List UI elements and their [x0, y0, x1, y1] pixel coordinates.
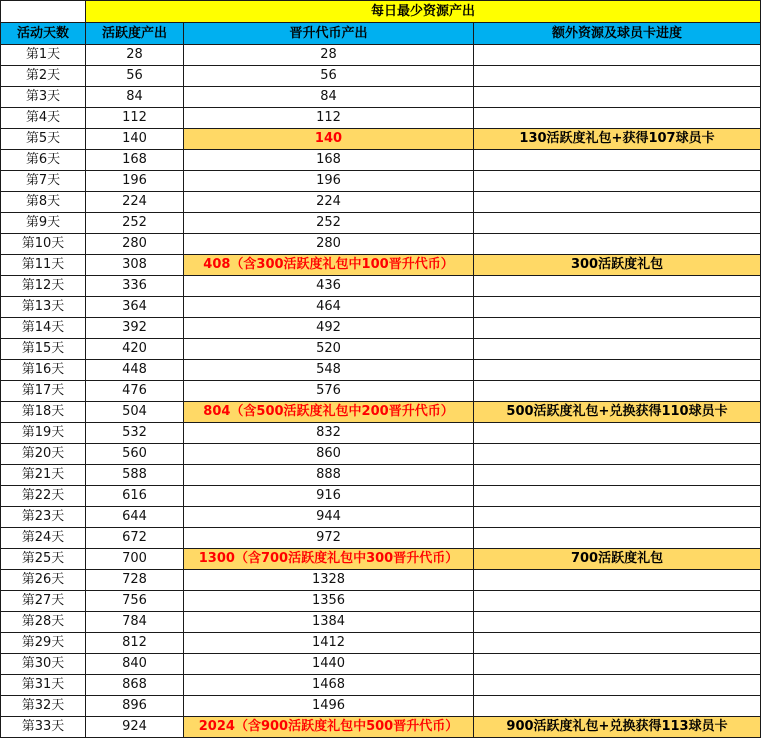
table-row	[1, 402, 761, 423]
activity-cell: 336	[86, 276, 184, 297]
extra-cell	[474, 45, 761, 66]
table-row	[1, 423, 761, 444]
day-cell: 第32天	[1, 696, 86, 717]
activity-cell: 280	[86, 234, 184, 255]
day-cell: 第30天	[1, 654, 86, 675]
extra-cell	[474, 591, 761, 612]
extra-cell	[474, 570, 761, 591]
day-cell: 第29天	[1, 633, 86, 654]
table-title: 每日最少资源产出	[86, 1, 761, 23]
day-cell: 第10天	[1, 234, 86, 255]
activity-cell: 728	[86, 570, 184, 591]
header-extra: 额外资源及球员卡进度	[474, 23, 761, 45]
extra-cell	[474, 171, 761, 192]
extra-cell	[474, 444, 761, 465]
activity-cell: 532	[86, 423, 184, 444]
token-cell: 944	[184, 507, 474, 528]
activity-cell: 28	[86, 45, 184, 66]
table-row	[1, 633, 761, 654]
day-cell: 第11天	[1, 255, 86, 276]
day-cell: 第7天	[1, 171, 86, 192]
table-row	[1, 171, 761, 192]
activity-cell: 784	[86, 612, 184, 633]
token-cell: 2024（含900活跃度礼包中500晋升代币）	[184, 717, 474, 738]
day-cell: 第14天	[1, 318, 86, 339]
table-row	[1, 507, 761, 528]
token-cell: 1468	[184, 675, 474, 696]
activity-cell: 140	[86, 129, 184, 150]
table-row	[1, 192, 761, 213]
table-row	[1, 129, 761, 150]
token-cell: 520	[184, 339, 474, 360]
header-activity: 活跃度产出	[86, 23, 184, 45]
activity-cell: 448	[86, 360, 184, 381]
extra-cell	[474, 87, 761, 108]
activity-cell: 700	[86, 549, 184, 570]
day-cell: 第6天	[1, 150, 86, 171]
extra-cell	[474, 276, 761, 297]
title-blank-cell	[1, 1, 86, 23]
token-cell: 1384	[184, 612, 474, 633]
extra-cell	[474, 318, 761, 339]
day-cell: 第33天	[1, 717, 86, 738]
table-row	[1, 213, 761, 234]
table-row	[1, 255, 761, 276]
extra-cell: 700活跃度礼包	[474, 549, 761, 570]
day-cell: 第25天	[1, 549, 86, 570]
activity-cell: 112	[86, 108, 184, 129]
activity-cell: 560	[86, 444, 184, 465]
token-cell: 408（含300活跃度礼包中100晋升代币）	[184, 255, 474, 276]
activity-cell: 504	[86, 402, 184, 423]
header-token: 晋升代币产出	[184, 23, 474, 45]
activity-cell: 896	[86, 696, 184, 717]
token-cell: 492	[184, 318, 474, 339]
table-row	[1, 45, 761, 66]
day-cell: 第9天	[1, 213, 86, 234]
token-cell: 1412	[184, 633, 474, 654]
day-cell: 第1天	[1, 45, 86, 66]
day-cell: 第2天	[1, 66, 86, 87]
day-cell: 第4天	[1, 108, 86, 129]
activity-cell: 420	[86, 339, 184, 360]
table-row	[1, 381, 761, 402]
token-cell: 56	[184, 66, 474, 87]
token-cell: 804（含500活跃度礼包中200晋升代币）	[184, 402, 474, 423]
extra-cell	[474, 66, 761, 87]
token-cell: 548	[184, 360, 474, 381]
table-row	[1, 444, 761, 465]
activity-cell: 868	[86, 675, 184, 696]
day-cell: 第31天	[1, 675, 86, 696]
table-row	[1, 234, 761, 255]
token-cell: 112	[184, 108, 474, 129]
title-row	[1, 1, 761, 23]
activity-cell: 168	[86, 150, 184, 171]
token-cell: 888	[184, 465, 474, 486]
token-cell: 1496	[184, 696, 474, 717]
table-row	[1, 66, 761, 87]
activity-cell: 224	[86, 192, 184, 213]
extra-cell	[474, 507, 761, 528]
extra-cell	[474, 150, 761, 171]
day-cell: 第28天	[1, 612, 86, 633]
extra-cell	[474, 633, 761, 654]
table-row	[1, 87, 761, 108]
header-day: 活动天数	[1, 23, 86, 45]
token-cell: 252	[184, 213, 474, 234]
activity-cell: 672	[86, 528, 184, 549]
extra-cell	[474, 675, 761, 696]
token-cell: 1300（含700活跃度礼包中300晋升代币）	[184, 549, 474, 570]
extra-cell	[474, 528, 761, 549]
extra-cell: 130活跃度礼包+获得107球员卡	[474, 129, 761, 150]
table-row	[1, 591, 761, 612]
extra-cell	[474, 465, 761, 486]
day-cell: 第20天	[1, 444, 86, 465]
token-cell: 84	[184, 87, 474, 108]
activity-cell: 756	[86, 591, 184, 612]
activity-cell: 588	[86, 465, 184, 486]
token-cell: 972	[184, 528, 474, 549]
extra-cell	[474, 234, 761, 255]
activity-cell: 924	[86, 717, 184, 738]
extra-cell	[474, 423, 761, 444]
activity-cell: 252	[86, 213, 184, 234]
day-cell: 第21天	[1, 465, 86, 486]
extra-cell	[474, 696, 761, 717]
token-cell: 224	[184, 192, 474, 213]
extra-cell	[474, 486, 761, 507]
extra-cell	[474, 654, 761, 675]
extra-cell	[474, 213, 761, 234]
extra-cell: 500活跃度礼包+兑换获得110球员卡	[474, 402, 761, 423]
extra-cell	[474, 360, 761, 381]
extra-cell: 300活跃度礼包	[474, 255, 761, 276]
table-row	[1, 276, 761, 297]
day-cell: 第19天	[1, 423, 86, 444]
day-cell: 第27天	[1, 591, 86, 612]
activity-cell: 840	[86, 654, 184, 675]
token-cell: 1440	[184, 654, 474, 675]
extra-cell	[474, 612, 761, 633]
activity-cell: 616	[86, 486, 184, 507]
day-cell: 第24天	[1, 528, 86, 549]
day-cell: 第8天	[1, 192, 86, 213]
token-cell: 140	[184, 129, 474, 150]
activity-cell: 196	[86, 171, 184, 192]
token-cell: 436	[184, 276, 474, 297]
table-row	[1, 339, 761, 360]
table-row	[1, 549, 761, 570]
table-row	[1, 486, 761, 507]
extra-cell: 900活跃度礼包+兑换获得113球员卡	[474, 717, 761, 738]
activity-cell: 84	[86, 87, 184, 108]
table-row	[1, 654, 761, 675]
table-row	[1, 528, 761, 549]
token-cell: 832	[184, 423, 474, 444]
day-cell: 第16天	[1, 360, 86, 381]
activity-cell: 812	[86, 633, 184, 654]
table-row	[1, 150, 761, 171]
token-cell: 860	[184, 444, 474, 465]
activity-cell: 392	[86, 318, 184, 339]
activity-cell: 644	[86, 507, 184, 528]
day-cell: 第5天	[1, 129, 86, 150]
day-cell: 第18天	[1, 402, 86, 423]
table-row	[1, 297, 761, 318]
activity-cell: 56	[86, 66, 184, 87]
day-cell: 第15天	[1, 339, 86, 360]
day-cell: 第3天	[1, 87, 86, 108]
token-cell: 576	[184, 381, 474, 402]
extra-cell	[474, 339, 761, 360]
token-cell: 280	[184, 234, 474, 255]
extra-cell	[474, 381, 761, 402]
activity-cell: 476	[86, 381, 184, 402]
table-row	[1, 318, 761, 339]
extra-cell	[474, 108, 761, 129]
activity-cell: 308	[86, 255, 184, 276]
table-row	[1, 612, 761, 633]
table-row	[1, 570, 761, 591]
table-row	[1, 360, 761, 381]
extra-cell	[474, 297, 761, 318]
token-cell: 196	[184, 171, 474, 192]
table-row	[1, 717, 761, 738]
day-cell: 第22天	[1, 486, 86, 507]
day-cell: 第26天	[1, 570, 86, 591]
day-cell: 第23天	[1, 507, 86, 528]
table-row	[1, 696, 761, 717]
day-cell: 第13天	[1, 297, 86, 318]
day-cell: 第17天	[1, 381, 86, 402]
token-cell: 464	[184, 297, 474, 318]
token-cell: 1328	[184, 570, 474, 591]
day-cell: 第12天	[1, 276, 86, 297]
token-cell: 1356	[184, 591, 474, 612]
token-cell: 168	[184, 150, 474, 171]
header-row	[1, 23, 761, 45]
table-row	[1, 465, 761, 486]
token-cell: 916	[184, 486, 474, 507]
extra-cell	[474, 192, 761, 213]
table-row	[1, 108, 761, 129]
activity-cell: 364	[86, 297, 184, 318]
token-cell: 28	[184, 45, 474, 66]
table-row	[1, 675, 761, 696]
